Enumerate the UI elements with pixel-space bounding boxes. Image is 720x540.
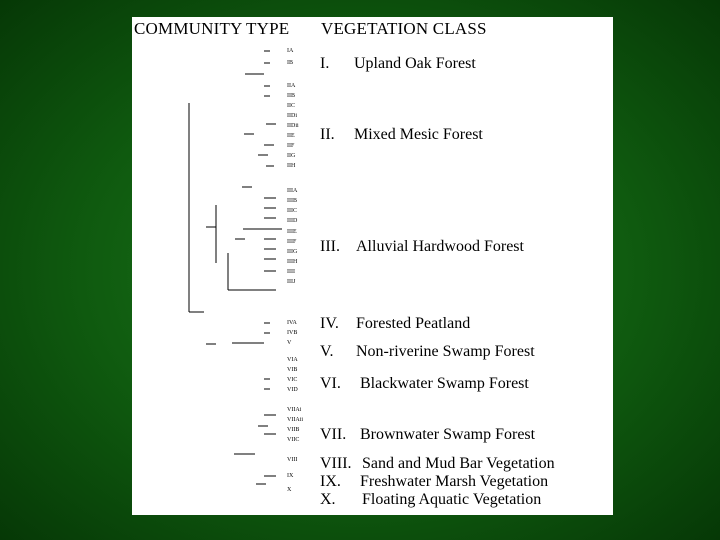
class-name: Mixed Mesic Forest (354, 126, 483, 143)
class-name: Floating Aquatic Vegetation (362, 491, 542, 508)
vegetation-class-x (320, 491, 541, 509)
class-name: Brownwater Swamp Forest (360, 426, 536, 443)
community-code: IIA (287, 83, 296, 89)
dendrogram-lines (189, 51, 282, 484)
class-number: IV. (320, 315, 339, 332)
community-code: IIH (287, 163, 296, 169)
vegetation-class-vi (320, 375, 529, 393)
community-code: VIIB (287, 427, 300, 433)
community-code: VIIAi (287, 407, 302, 413)
community-code: IVB (287, 330, 298, 336)
community-code: IIII (287, 269, 295, 275)
community-code: IIIC (287, 208, 297, 214)
community-code: VIA (287, 357, 298, 363)
community-code: IIIG (287, 249, 298, 255)
vegetation-class-ix (320, 473, 548, 491)
class-number: II. (320, 126, 335, 143)
community-code: IIDii (287, 123, 299, 129)
community-code: IIIJ (287, 279, 296, 285)
community-code: IIIF (287, 239, 297, 245)
community-code: IIF (287, 143, 295, 149)
community-code: IIE (287, 133, 295, 139)
class-number: III. (320, 238, 340, 255)
vegetation-class-iii (320, 238, 524, 256)
class-number: VIII. (320, 455, 352, 472)
community-code: VIII (287, 457, 298, 463)
class-number: X. (320, 491, 336, 508)
vegetation-class-iv (320, 315, 470, 333)
vegetation-class-vii (320, 426, 535, 444)
community-code: VIIC (287, 437, 300, 443)
community-code: IIIB (287, 198, 297, 204)
community-code: IVA (287, 320, 297, 326)
community-code: VIB (287, 367, 298, 373)
community-type-header: COMMUNITY TYPE (134, 19, 290, 38)
community-code: IIB (287, 93, 295, 99)
community-code: IIIE (287, 229, 297, 235)
class-number: IX. (320, 473, 341, 490)
community-code: VID (287, 387, 298, 393)
vegetation-class-viii (320, 455, 555, 473)
community-code: VIC (287, 377, 298, 383)
vegetation-class-i (320, 55, 476, 73)
community-code: X (287, 487, 292, 493)
vegetation-class-ii (320, 126, 483, 144)
class-name: Freshwater Marsh Vegetation (360, 473, 549, 490)
vegetation-class-v (320, 343, 535, 361)
class-name: Non-riverine Swamp Forest (356, 343, 535, 360)
community-code: IIID (287, 218, 298, 224)
community-code: V (287, 340, 292, 346)
class-number: VI. (320, 375, 341, 392)
class-name: Alluvial Hardwood Forest (356, 238, 524, 255)
vegetation-class-header: VEGETATION CLASS (321, 19, 487, 38)
class-name: Forested Peatland (356, 315, 471, 332)
community-code: IIC (287, 103, 295, 109)
class-number: VII. (320, 426, 347, 443)
community-code: IX (287, 473, 294, 479)
dendrogram-panel (132, 17, 613, 515)
class-number: V. (320, 343, 334, 360)
community-code: IIIA (287, 188, 298, 194)
class-number: I. (320, 55, 330, 72)
community-code: IB (287, 60, 293, 66)
class-name: Upland Oak Forest (354, 55, 476, 72)
community-code: IIG (287, 153, 296, 159)
community-code: IA (287, 48, 294, 54)
community-code: IIIH (287, 259, 298, 265)
community-code: VIIAii (287, 417, 303, 423)
class-name: Sand and Mud Bar Vegetation (362, 455, 555, 472)
class-name: Blackwater Swamp Forest (360, 375, 529, 392)
community-code: IIDi (287, 113, 297, 119)
